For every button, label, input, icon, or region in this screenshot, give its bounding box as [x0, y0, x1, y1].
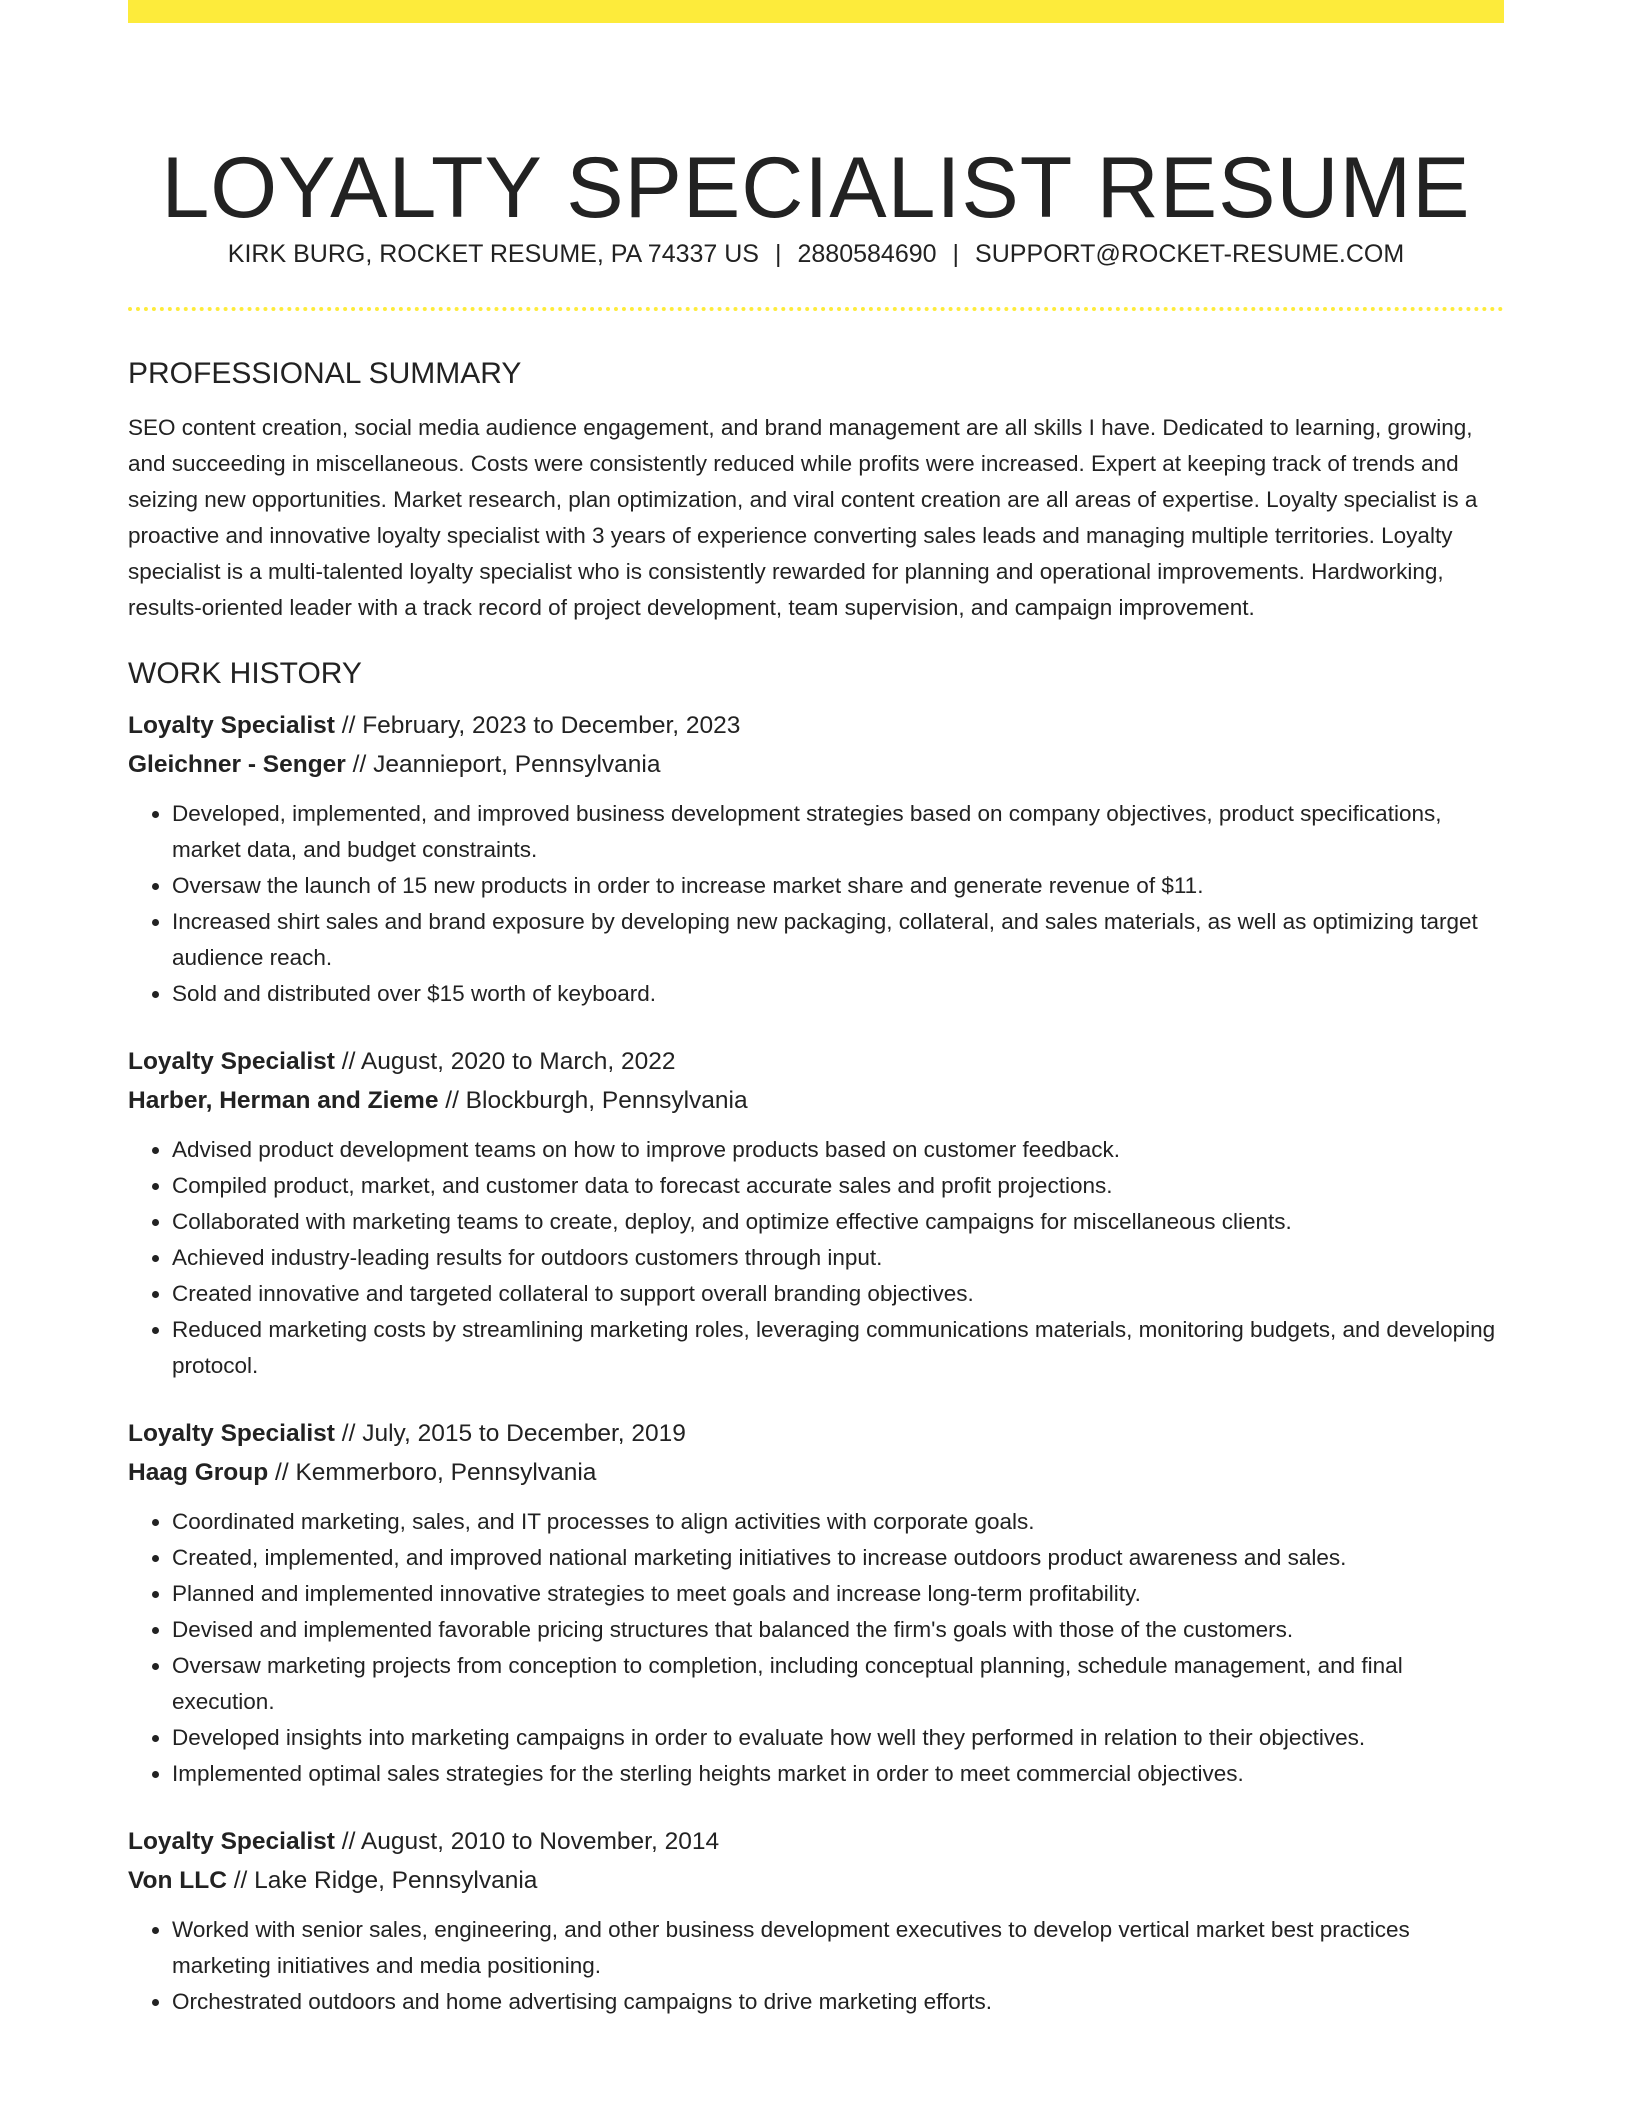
job-location: // Blockburgh, Pennsylvania: [445, 1087, 748, 1114]
job-company: Gleichner - Senger: [128, 751, 346, 778]
list-item: • Developed insights into marketing campaigns in order to evaluate how well they performed in relation to their objectives.: [172, 1720, 1504, 1756]
job-location: // Kemmerboro, Pennsylvania: [275, 1459, 597, 1486]
list-item: • Devised and implemented favorable pricing structures that balanced the firm's goals with those of the customers.: [172, 1612, 1504, 1648]
job-location: // Jeannieport, Pennsylvania: [352, 751, 661, 778]
contact-phone[interactable]: 2880584690: [797, 240, 937, 268]
job-title-line: [128, 706, 1504, 745]
job-title: Loyalty Specialist: [128, 1828, 335, 1855]
job-title: Loyalty Specialist: [128, 712, 335, 739]
resume-content: [128, 354, 1504, 2020]
page-title: LOYALTY SPECIALIST RESUME: [161, 139, 1471, 236]
job-company-line: [128, 1081, 1504, 1120]
job-bullets: [128, 1132, 1504, 1384]
section-title-work-history: WORK HISTORY: [128, 657, 362, 690]
section-title-summary: PROFESSIONAL SUMMARY: [128, 357, 522, 390]
list-item: • Achieved industry-leading results for outdoors customers through input.: [172, 1240, 1504, 1276]
contact-line: [128, 236, 1504, 272]
list-item: • Compiled product, market, and customer data to forecast accurate sales and profit projections.: [172, 1168, 1504, 1204]
job-company: Harber, Herman and Zieme: [128, 1087, 439, 1114]
job-title-line: [128, 1042, 1504, 1081]
list-item: • Planned and implemented innovative strategies to meet goals and increase long-term profitability.: [172, 1576, 1504, 1612]
job-company-line: [128, 1453, 1504, 1492]
job-title-line: [128, 1414, 1504, 1453]
job-list: [128, 706, 1504, 2020]
job-title-line: [128, 1822, 1504, 1861]
job-bullets: [128, 796, 1504, 1012]
job-entry: [128, 1822, 1504, 2020]
contact-separator: |: [775, 240, 782, 268]
list-item: • Coordinated marketing, sales, and IT processes to align activities with corporate goals.: [172, 1504, 1504, 1540]
job-company-line: [128, 1861, 1504, 1900]
job-dates: // July, 2015 to December, 2019: [341, 1420, 686, 1447]
list-item: • Reduced marketing costs by streamlining marketing roles, leveraging communications materials, monitoring budgets, and developing protocol.: [172, 1312, 1504, 1384]
list-item: • Sold and distributed over $15 worth of keyboard.: [172, 976, 1504, 1012]
list-item: • Increased shirt sales and brand exposure by developing new packaging, collateral, and sales materials, as well as optimizing target audience reach.: [172, 904, 1504, 976]
job-entry: [128, 1042, 1504, 1384]
contact-email[interactable]: SUPPORT@ROCKET-RESUME.COM: [975, 240, 1405, 268]
dotted-divider: [128, 307, 1504, 311]
job-company-line: [128, 745, 1504, 784]
job-dates: // August, 2010 to November, 2014: [341, 1828, 720, 1855]
list-item: • Oversaw the launch of 15 new products in order to increase market share and generate revenue of $11.: [172, 868, 1504, 904]
job-company: Haag Group: [128, 1459, 269, 1486]
job-entry: [128, 706, 1504, 1012]
list-item: • Created, implemented, and improved national marketing initiatives to increase outdoors product awareness and sales.: [172, 1540, 1504, 1576]
contact-address: KIRK BURG, ROCKET RESUME, PA 74337 US: [227, 240, 759, 268]
list-item: • Developed, implemented, and improved business development strategies based on company objectives, product specifications, market data, and budget constraints.: [172, 796, 1504, 868]
job-title: Loyalty Specialist: [128, 1048, 335, 1075]
list-item: • Worked with senior sales, engineering, and other business development executives to develop vertical market best practices marketing initiatives and media positioning.: [172, 1912, 1504, 1984]
list-item: • Orchestrated outdoors and home advertising campaigns to drive marketing efforts.: [172, 1984, 1504, 2020]
accent-top-bar: [128, 0, 1504, 23]
summary-text: SEO content creation, social media audience engagement, and brand management are all skills I have. Dedicated to learning, growing, and succeeding in miscellaneous. Costs were consistently reduced while profits were increased. Expert at keeping track of trends and seizing new opportunities. Market research, plan optimization, and viral content creation are all areas of expertise. Loyalty specialist is a proactive and innovative loyalty specialist with 3 years of experience converting sales leads and managing multiple territories. Loyalty specialist is a multi-talented loyalty specialist who is consistently rewarded for planning and operational improvements. Hardworking, results-oriented leader with a track record of project development, team supervision, and campaign improvement.: [128, 415, 1478, 620]
job-bullets: [128, 1912, 1504, 2020]
job-entry: [128, 1414, 1504, 1792]
job-location: // Lake Ridge, Pennsylvania: [233, 1867, 538, 1894]
list-item: • Created innovative and targeted collateral to support overall branding objectives.: [172, 1276, 1504, 1312]
job-bullets: [128, 1504, 1504, 1792]
job-dates: // February, 2023 to December, 2023: [341, 712, 741, 739]
list-item: • Oversaw marketing projects from conception to completion, including conceptual planning, schedule management, and final execution.: [172, 1648, 1504, 1720]
list-item: • Implemented optimal sales strategies for the sterling heights market in order to meet commercial objectives.: [172, 1756, 1504, 1792]
job-company: Von LLC: [128, 1867, 227, 1894]
job-dates: // August, 2020 to March, 2022: [341, 1048, 676, 1075]
job-title: Loyalty Specialist: [128, 1420, 335, 1447]
list-item: • Advised product development teams on how to improve products based on customer feedback.: [172, 1132, 1504, 1168]
contact-separator: |: [952, 240, 960, 268]
list-item: • Collaborated with marketing teams to create, deploy, and optimize effective campaigns for miscellaneous clients.: [172, 1204, 1504, 1240]
